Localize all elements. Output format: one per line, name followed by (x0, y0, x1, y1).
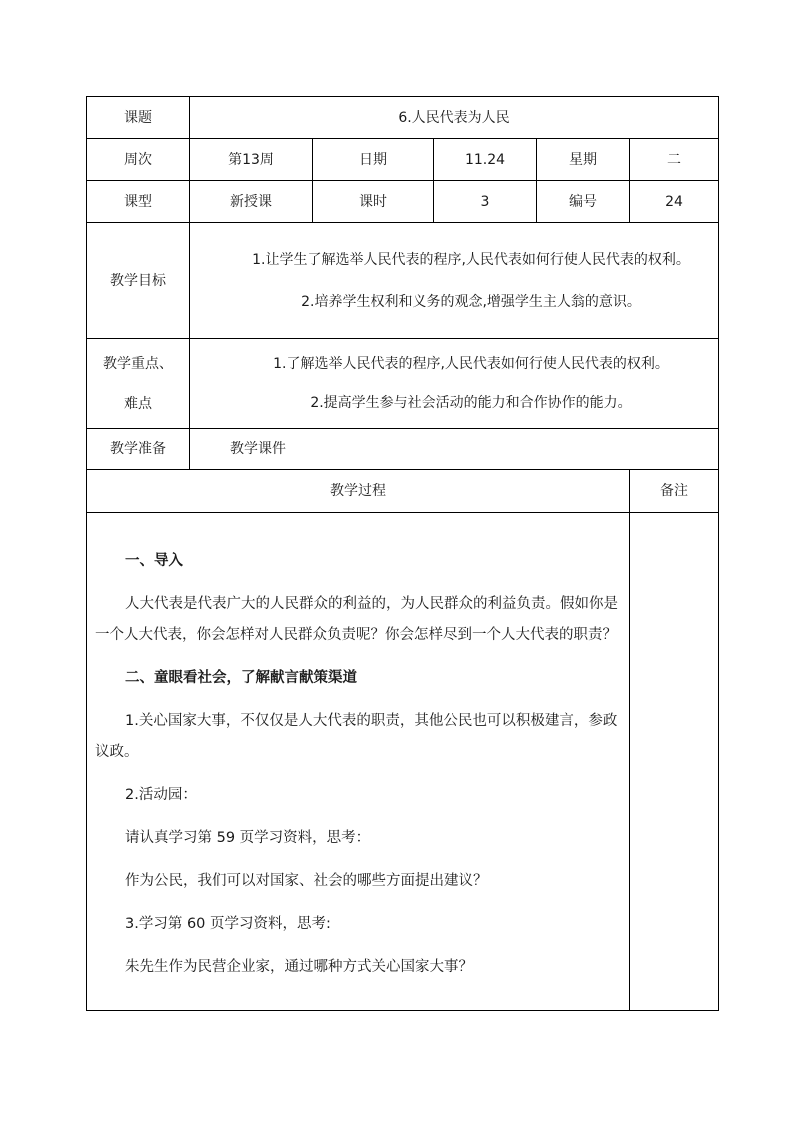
notes-label: 备注 (630, 470, 719, 513)
section1-title: 一、导入 (125, 553, 183, 569)
paragraph-2: 2.活动园： (125, 787, 197, 803)
weekday-value: 二 (630, 139, 719, 181)
goals-content (190, 223, 719, 339)
paragraph-5: 3.学习第 60 页学习资料，思考: (125, 916, 331, 932)
goal-item: 2.培养学生权利和义务的观念,增强学生主人翁的意识。 (301, 293, 641, 310)
hours-value: 3 (434, 181, 537, 223)
key-point-item: 1.了解选举人民代表的程序,人民代表如何行使人民代表的权利。 (273, 356, 669, 372)
type-label: 课型 (87, 181, 190, 223)
type-row (87, 181, 719, 223)
number-label: 编号 (537, 181, 630, 223)
title-value: 6.人民代表为人民 (190, 97, 719, 139)
number-value: 24 (630, 181, 719, 223)
process-content (87, 513, 630, 1011)
lesson-plan-table (86, 96, 719, 1011)
goals-row (87, 223, 719, 339)
prep-value: 教学课件 (190, 429, 719, 470)
goal-item: 1.让学生了解选举人民代表的程序,人民代表如何行使人民代表的权利。 (252, 251, 690, 268)
paragraph-3: 请认真学习第 59 页学习资料，思考： (125, 830, 371, 846)
paragraph-6: 朱先生作为民营企业家，通过哪种方式关心国家大事？ (125, 959, 473, 975)
week-value: 第13周 (190, 139, 313, 181)
title-row (87, 97, 719, 139)
paragraph-1: 1.关心国家大事，不仅仅是人大代表的职责，其他公民也可以积极建言，参政议政。 (95, 713, 618, 760)
weekday-label: 星期 (537, 139, 630, 181)
process-header-row (87, 470, 719, 513)
key-points-label-line1: 教学重点、 (103, 355, 173, 372)
process-label: 教学过程 (87, 470, 630, 513)
process-body-row (87, 513, 719, 1011)
section1-text: 人大代表是代表广大的人民群众的利益的，为人民群众的利益负责。假如你是一个人大代表，你会怎样对人民群众负责呢？你会怎样尽到一个人大代表的职责？ (95, 596, 618, 643)
key-points-label-line2: 难点 (124, 395, 152, 412)
type-value: 新授课 (190, 181, 313, 223)
section2-title: 二、童眼看社会，了解献言献策渠道 (125, 670, 357, 686)
date-value: 11.24 (434, 139, 537, 181)
goals-label: 教学目标 (87, 223, 190, 339)
key-points-content (190, 339, 719, 429)
paragraph-4: 作为公民，我们可以对国家、社会的哪些方面提出建议？ (125, 873, 488, 889)
key-point-item: 2.提高学生参与社会活动的能力和合作协作的能力。 (310, 395, 632, 411)
title-label: 课题 (87, 97, 190, 139)
key-points-row (87, 339, 719, 429)
week-row (87, 139, 719, 181)
notes-content (630, 513, 719, 1011)
date-label: 日期 (313, 139, 434, 181)
prep-label: 教学准备 (87, 429, 190, 470)
week-label: 周次 (87, 139, 190, 181)
prep-row (87, 429, 719, 470)
hours-label: 课时 (313, 181, 434, 223)
key-points-label (87, 339, 190, 429)
